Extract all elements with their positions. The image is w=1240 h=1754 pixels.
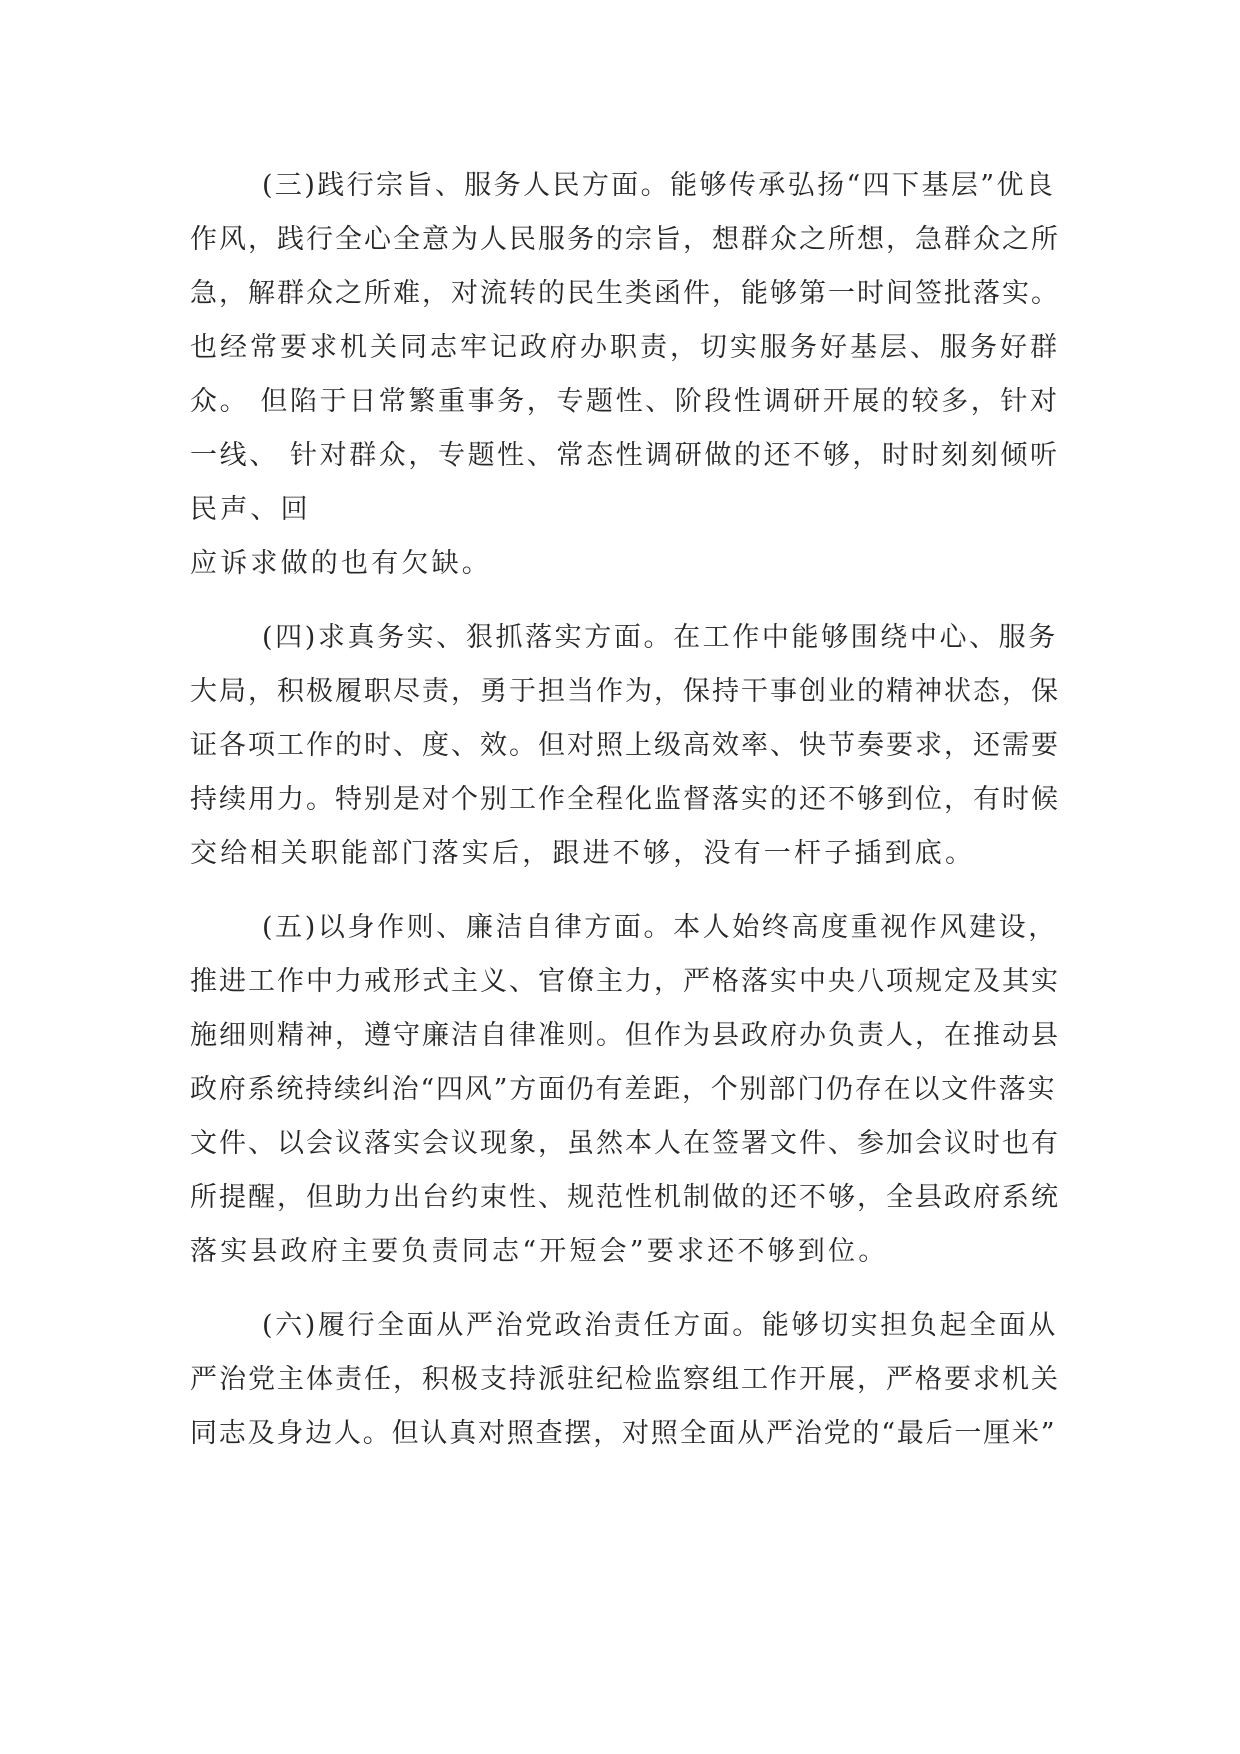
- text-line: 众。 但陷于日常繁重事务，专题性、阶段性调研开展的较多，针对: [190, 386, 1060, 417]
- text-line: 严治党主体责任，积极支持派驻纪检监察组工作开展，严格要求机关: [190, 1364, 1060, 1395]
- text-line: 应诉求做的也有欠缺。: [190, 548, 492, 579]
- section-3-heading-line: (三)践行宗旨、服务人民方面。能够传承弘扬“四下基层”优良: [262, 170, 1056, 201]
- text-line: 文件、以会议落实会议现象，虽然本人在签署文件、参加会议时也有: [190, 1128, 1060, 1159]
- section-4-heading-line: (四)求真务实、狠抓落实方面。在工作中能够围绕中心、服务: [262, 622, 1058, 653]
- text-line: 也经常要求机关同志牢记政府办职责，切实服务好基层、服务好群: [190, 332, 1060, 363]
- section-5-heading-line: (五)以身作则、廉洁自律方面。本人始终高度重视作风建设，: [262, 912, 1058, 943]
- text-line: 政府系统持续纠治“四风”方面仍有差距，个别部门仍存在以文件落实: [190, 1074, 1057, 1105]
- text-line: 证各项工作的时、度、效。但对照上级高效率、快节奏要求，还需要: [190, 730, 1060, 761]
- text-line: 急，解群众之所难，对流转的民生类函件，能够第一时间签批落实。: [190, 278, 1060, 309]
- section-6-heading-line: (六)履行全面从严治党政治责任方面。能够切实担负起全面从: [262, 1310, 1058, 1341]
- text-line: 所提醒，但助力出台约束性、规范性机制做的还不够，全县政府系统: [190, 1182, 1060, 1213]
- text-line: 施细则精神，遵守廉洁自律准则。但作为县政府办负责人，在推动县: [190, 1020, 1060, 1051]
- text-line: 大局，积极履职尽责，勇于担当作为，保持干事创业的精神状态，保: [190, 676, 1060, 707]
- text-line: 交给相关职能部门落实后，跟进不够，没有一杆子插到底。: [190, 838, 976, 869]
- text-line: 作风，践行全心全意为人民服务的宗旨，想群众之所想，急群众之所: [190, 224, 1060, 255]
- text-line: 持续用力。特别是对个别工作全程化监督落实的还不够到位，有时候: [190, 784, 1060, 815]
- text-line: 一线、 针对群众，专题性、常态性调研做的还不够，时时刻刻倾听: [190, 440, 1060, 471]
- text-line: 落实县政府主要负责同志“开短会”要求还不够到位。: [190, 1236, 889, 1267]
- text-line: 民声、回: [190, 494, 311, 525]
- text-line: 推进工作中力戒形式主义、官僚主力，严格落实中央八项规定及其实: [190, 966, 1060, 997]
- text-line: 同志及身边人。但认真对照查摆，对照全面从严治党的“最后一厘米”: [190, 1418, 1057, 1449]
